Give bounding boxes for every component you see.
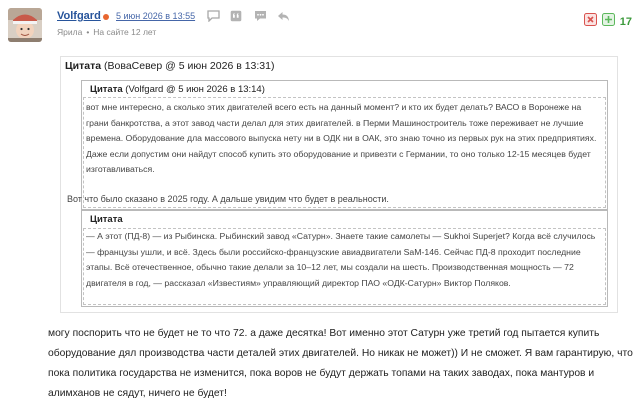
rating-score: 17 [619, 16, 632, 28]
message-icon[interactable] [253, 9, 267, 23]
user-meta [57, 27, 156, 37]
outer-quote-label: Цитата [65, 60, 102, 72]
vote-up-icon[interactable] [602, 13, 615, 31]
post-date-link[interactable]: 5 июн 2026 в 13:55 [116, 11, 196, 21]
outer-quote-block [60, 56, 618, 313]
nested-quote-block [81, 80, 608, 210]
nested-quote-source: (Volfgard @ 5 июн 2026 в 13:14) [125, 84, 265, 95]
author-username[interactable]: Volfgard [57, 10, 101, 22]
outer-quote-header [65, 60, 274, 72]
online-status-dot [103, 14, 109, 20]
nested-quote-text: вот мне интересно, а сколько этих двигателей всего есть на данный момент? и кто их будет делать? ВАСО в Воронеже на грани банкротства, а этот завод части делал для этих двигателей. в Перми Машиностроитель тоже переживает не лучшие времена. Оборудование дла массового выпуска нету ни в ОДК ни в ОАК, это знаю точно из первых рук на этих предприятиях. Даже если допустим они найдут способ купить это оборудование и привезти с Германии, то оно только 12-15 месяцев будет изготавливаться. [83, 97, 606, 208]
second-quote-block [81, 210, 608, 307]
meta-separator: • [86, 27, 90, 37]
nested-quote-label: Цитата [90, 84, 123, 95]
reply-icon[interactable] [206, 9, 220, 23]
post-body-text: могу поспорить что не будет не то что 72. а даже десятка! Вот именно этот Сатурн уже третий год пытается купить оборудование дял производства части деталей этих двигателей. Но никак не может)) И не сможет. Я вам гарантирую, что пока политика государства не изменится, пока воров не будут держать топами на таких заводах, пока мантуров и алимханов не сядут, ничего не будет! [48, 328, 633, 399]
second-quote-label: Цитата [90, 214, 123, 225]
nested-quote-header [90, 84, 265, 95]
quote-comment-text: Вот что было сказано в 2025 году. А дальше увидим что будет в реальности. [67, 194, 389, 204]
user-tenure: На сайте 12 лет [93, 27, 157, 37]
reply-arrow-icon[interactable] [276, 9, 290, 23]
avatar[interactable] [8, 8, 42, 42]
post-rating [584, 13, 632, 31]
quote-icon[interactable] [229, 9, 243, 23]
user-city: Ярила [57, 27, 83, 37]
vote-down-icon[interactable] [584, 13, 597, 31]
second-quote-text: — А этот (ПД-8) — из Рыбинска. Рыбинский завод «Сатурн». Знаете такие самолеты — Sukhoi Superjet? Когда всё случилось — французы ушли, и всё. Здесь были российско-французские авиадвигатели SaM-146. Сейчас ПД-8 проходит последние этапы. Всё отечественное, обычно такие делали за 10–12 лет, мы создали на шесть. Производственная мощность — 72 двигателя в год, — рассказал «Известиям» управляющий директор ПАО «ОДК-Сатурн» Виктор Поляков. [83, 228, 606, 305]
outer-quote-source: (ВоваСевер @ 5 июн 2026 в 13:31) [104, 60, 275, 72]
